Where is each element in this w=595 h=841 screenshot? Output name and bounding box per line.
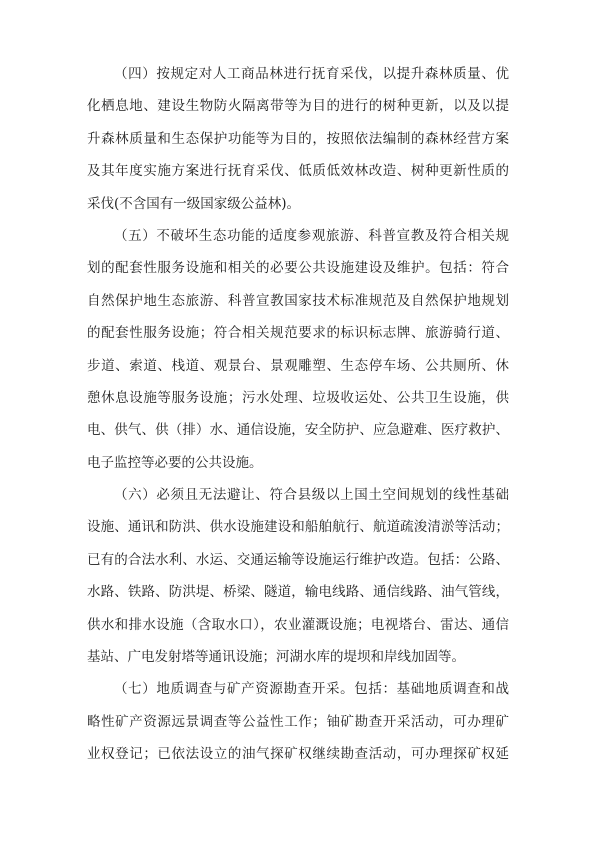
- paragraph-line: 及其年度实施方案进行抚育采伐、低质低效林改造、树种更新性质的: [87, 163, 509, 180]
- paragraph-line: 供水和排水设施（含取水口），农业灌溉设施；电视塔台、雷达、通信: [87, 616, 509, 633]
- paragraph-line: 步道、索道、栈道、观景台、景观雕塑、生态停车场、公共厕所、休: [87, 357, 509, 374]
- paragraph-line: 升森林质量和生态保护功能等为目的，按照依法编制的森林经营方案: [87, 130, 509, 147]
- paragraph-line: 化栖息地、建设生物防火隔离带等为目的进行的树种更新，以及以提: [87, 98, 509, 115]
- clause-four-paragraph: [87, 58, 509, 220]
- paragraph-line: 的配套性服务设施；符合相关规范要求的标识标志牌、旅游骑行道、: [87, 325, 509, 342]
- paragraph-line: 憩休息设施等服务设施；污水处理、垃圾收运处、公共卫生设施，供: [87, 389, 509, 406]
- paragraph-line: 电、供气、供（排）水、通信设施，安全防护、应急避难、医疗救护、: [87, 422, 509, 439]
- paragraph-line: 电子监控等必要的公共设施。: [87, 454, 263, 471]
- paragraph-line: 采伐(不含国有一级国家级公益林)。: [87, 195, 301, 212]
- paragraph-line: 水路、铁路、防洪堤、桥梁、隧道，输电线路、通信线路、油气管线，: [87, 584, 509, 601]
- paragraph-line: （六）必须且无法避让、符合县级以上国土空间规划的线性基础: [114, 487, 509, 504]
- paragraph-line: 基站、广电发射塔等通讯设施；河湖水库的堤坝和岸线加固等。: [87, 649, 465, 666]
- paragraph-line: 自然保护地生态旅游、科普宣教国家技术标准规范及自然保护地规划: [87, 292, 509, 309]
- paragraph-line: （七）地质调查与矿产资源勘查开采。包括：基础地质调查和战: [114, 681, 509, 698]
- paragraph-line: （五）不破坏生态功能的适度参观旅游、科普宣教及符合相关规: [114, 227, 509, 244]
- clause-seven-paragraph: [87, 673, 509, 770]
- paragraph-line: 略性矿产资源远景调查等公益性工作；铀矿勘查开采活动，可办理矿: [87, 713, 509, 730]
- paragraph-line: 设施、通讯和防洪、供水设施建设和船舶航行、航道疏浚清淤等活动；: [87, 519, 509, 536]
- clause-six-paragraph: [87, 479, 509, 673]
- clause-five-paragraph: [87, 220, 509, 479]
- paragraph-line: 业权登记；已依法设立的油气探矿权继续勘查活动，可办理探矿权延: [87, 746, 509, 763]
- document-body: [87, 58, 509, 771]
- paragraph-line: （四）按规定对人工商品林进行抚育采伐，以提升森林质量、优: [114, 66, 509, 82]
- paragraph-line: 已有的合法水利、水运、交通运输等设施运行维护改造。包括：公路、: [87, 551, 509, 568]
- paragraph-line: 划的配套性服务设施和相关的必要公共设施建设及维护。包括：符合: [87, 260, 509, 277]
